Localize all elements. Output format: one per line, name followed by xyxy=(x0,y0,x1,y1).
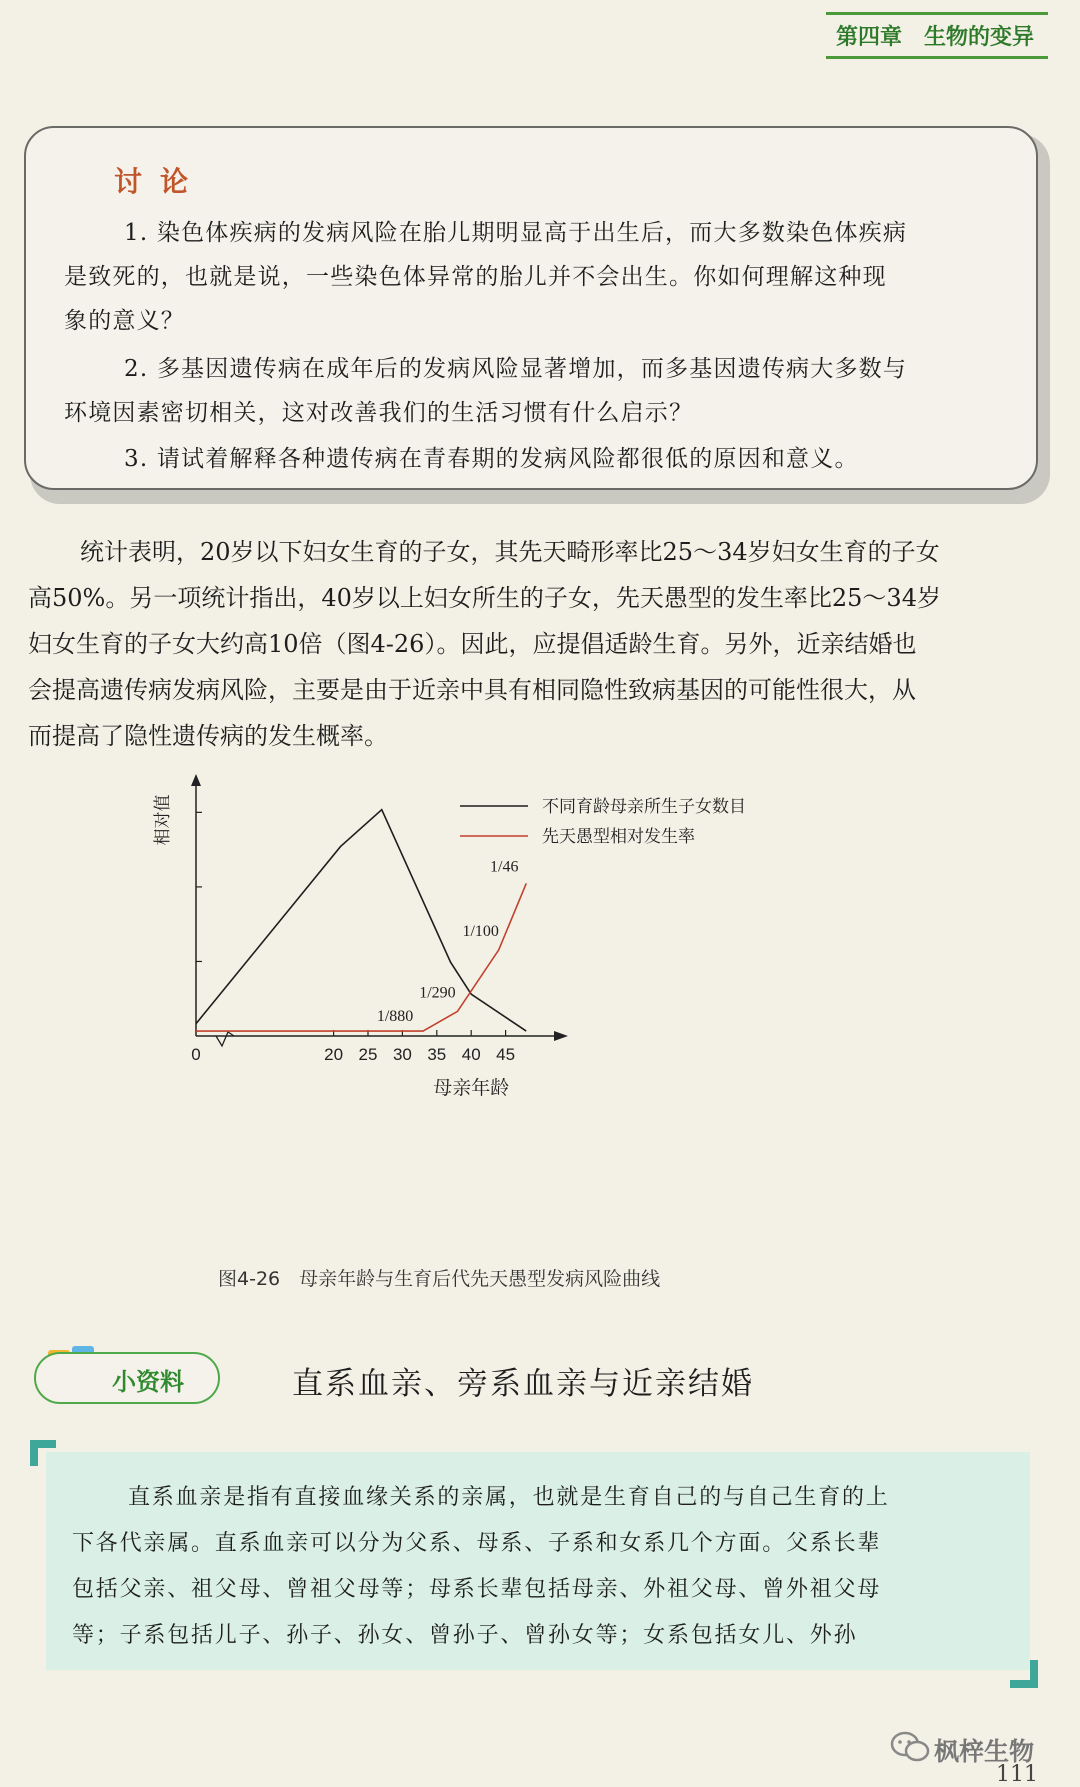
discussion-line: 3. 请试着解释各种遗传病在青春期的发病风险都很低的原因和意义。 xyxy=(124,446,859,472)
y-axis-arrow xyxy=(191,774,201,786)
wechat-icon xyxy=(890,1730,930,1764)
x-tick-label: 45 xyxy=(496,1045,516,1064)
legend-label: 先天愚型相对发生率 xyxy=(542,827,695,847)
risk-curve-chart xyxy=(150,770,746,1250)
down-syndrome-rate-line xyxy=(196,883,526,1031)
data-label: 1/46 xyxy=(490,858,519,876)
data-label: 1/100 xyxy=(462,922,499,940)
y-axis-label: 相对值 xyxy=(153,794,173,846)
header-rule-bottom xyxy=(826,56,1048,59)
x-tick-label: 35 xyxy=(427,1045,447,1064)
discussion-line: 2. 多基因遗传病在成年后的发病风险显著增加，而多基因遗传病大多数与 xyxy=(124,356,908,382)
info-line: 直系血亲是指有直接血缘关系的亲属，也就是生育自己的与自己生育的上 xyxy=(128,1485,890,1510)
corner-mark-bottom-v xyxy=(1030,1660,1038,1688)
children-count-line xyxy=(196,810,526,1031)
figure-caption: 图4-26 母亲年龄与生育后代先天愚型发病风险曲线 xyxy=(218,1268,661,1290)
legend-label: 不同育龄母亲所生子女数目 xyxy=(542,797,746,817)
x-axis-break xyxy=(216,1032,234,1046)
chapter-title: 第四章 生物的变异 xyxy=(836,25,1035,50)
x-tick-label: 30 xyxy=(392,1045,412,1064)
discussion-line: 象的意义？ xyxy=(64,308,185,334)
x-axis-arrow xyxy=(554,1031,568,1041)
watermark-text: 枫梓生物 xyxy=(934,1737,1035,1766)
paragraph-line: 而提高了隐性遗传病的发生概率。 xyxy=(28,722,388,750)
x-tick-label: 40 xyxy=(461,1045,481,1064)
page-number: 111 xyxy=(996,1762,1038,1787)
x-axis-label: 母亲年龄 xyxy=(433,1077,510,1099)
data-label: 1/880 xyxy=(376,1008,414,1026)
paragraph-line: 高50%。另一项统计指出，40岁以上妇女所生的子女，先天愚型的发生率比25～34岁 xyxy=(28,584,941,612)
discussion-line: 1. 染色体疾病的发病风险在胎儿期明显高于出生后，而大多数染色体疾病 xyxy=(124,220,908,246)
discussion-line: 是致死的，也就是说，一些染色体异常的胎儿并不会出生。你如何理解这种现 xyxy=(64,264,887,290)
corner-mark-top-v xyxy=(30,1440,38,1466)
info-badge-label: 小资料 xyxy=(112,1368,184,1396)
discussion-line: 环境因素密切相关，这对改善我们的生活习惯有什么启示？ xyxy=(64,400,694,426)
x-tick-label: 0 xyxy=(191,1045,201,1064)
info-line: 等；子系包括儿子、孙子、孙女、曾孙子、曾孙女等；女系包括女儿、外孙 xyxy=(72,1623,858,1648)
x-tick-label: 25 xyxy=(358,1045,378,1064)
info-line: 下各代亲属。直系血亲可以分为父系、母系、子系和女系几个方面。父系长辈 xyxy=(72,1531,882,1556)
paragraph-line: 妇女生育的子女大约高10倍（图4-26）。因此，应提倡适龄生育。另外，近亲结婚也 xyxy=(28,630,917,658)
paragraph-line: 会提高遗传病发病风险，主要是由于近亲中具有相同隐性致病基因的可能性很大，从 xyxy=(28,676,916,704)
discussion-title: 讨论 xyxy=(114,165,207,198)
data-label: 1/290 xyxy=(419,984,456,1002)
x-tick-label: 20 xyxy=(324,1045,344,1064)
header-rule-top xyxy=(826,12,1048,15)
info-title: 直系血亲、旁系血亲与近亲结婚 xyxy=(292,1366,754,1402)
info-line: 包括父亲、祖父母、曾祖父母等；母系长辈包括母亲、外祖父母、曾外祖父母 xyxy=(72,1577,882,1602)
paragraph-line: 统计表明，20岁以下妇女生育的子女，其先天畸形率比25～34岁妇女生育的子女 xyxy=(80,538,940,566)
